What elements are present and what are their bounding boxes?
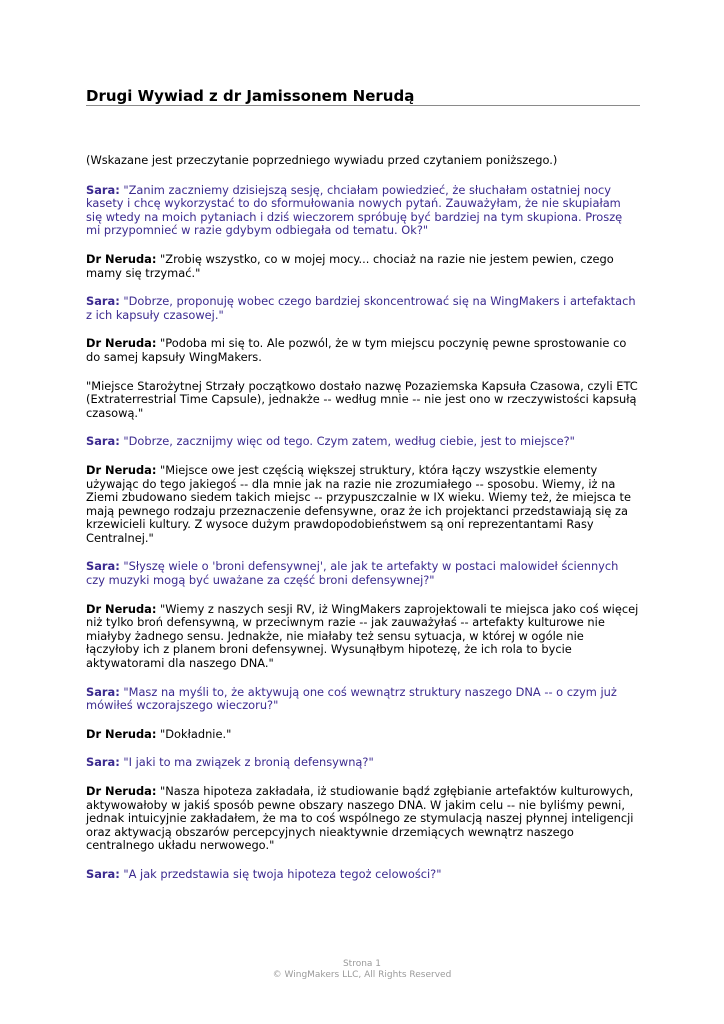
speaker-label: Dr Neruda: <box>86 726 157 741</box>
speaker-label: Sara: <box>86 559 120 574</box>
dialogue-paragraph <box>86 686 640 713</box>
speaker-label: Sara: <box>86 755 120 770</box>
dialogue-paragraph <box>86 337 640 364</box>
intro-note: (Wskazane jest przeczytanie poprzedniego wywiadu przed czytaniem poniższego.) <box>86 153 558 167</box>
title-divider <box>86 105 640 106</box>
speaker-label: Dr Neruda: <box>86 336 157 351</box>
dialogue-paragraph <box>86 560 640 587</box>
dialogue-paragraph <box>86 756 640 770</box>
dialogue-text: "Wiemy z naszych sesji RV, iż WingMakers zaprojektowali te miejsca jako coś więcej niż tylko broń defensywną, w przeciwnym razie -- jak zauważyłaś -- artefakty kulturowe nie miałyby żadnego sensu. Jednakże, nie miałaby też sensu sytuacja, w której w ogóle nie łączyłoby ich z planem broni defensywnej. Wysunąłbym hipotezę, że ich rola to bycie aktywatorami dla naszego DNA." <box>86 601 639 671</box>
dialogue-paragraph <box>86 295 640 322</box>
page-footer <box>0 959 724 981</box>
dialogue-paragraph <box>86 184 640 238</box>
speaker-label: Sara: <box>86 684 120 699</box>
speaker-label: Sara: <box>86 434 120 449</box>
speaker-label: Sara: <box>86 866 120 881</box>
document-title: Drugi Wywiad z dr Jamissonem Nerudą <box>86 87 415 105</box>
copyright-notice: © WingMakers LLC, All Rights Reserved <box>272 970 452 980</box>
document-body <box>86 154 640 897</box>
dialogue-text: "Dobrze, zacznijmy więc od tego. Czym zatem, według ciebie, jest to miejsce?" <box>119 434 575 449</box>
dialogue-text: "Miejsce Starożytnej Strzały początkowo dostało nazwę Pozaziemska Kapsuła Czasowa, czyli ETC (Extraterrestrial Time Capsule), jednakże -- według mnie -- nie jest ono w rzeczywistości kapsułą czasową." <box>86 378 638 420</box>
dialogue-paragraph <box>86 868 640 882</box>
dialogue-text: "Zrobię wszystko, co w mojej mocy... chociaż na razie nie jestem pewien, czego mamy się trzymać." <box>86 251 614 280</box>
speaker-label: Dr Neruda: <box>86 601 157 616</box>
dialogue-paragraph <box>86 785 640 853</box>
dialogue-text: "Miejsce owe jest częścią większej struktury, która łączy wszystkie elementy używając do tego jakiegoś -- dla mnie jak na razie nie zrozumiałego -- sposobu. Wiemy, iż na Ziemi zbudowano siedem takich miejsc -- przypuszczalnie w IX wieku. Wiemy też, że miejsca te mają pewnego rodzaju przeznaczenie defensywne, oraz że ich projektanci przedstawiają się za krzewicieli kultury. Z wysoce dużym prawdopodobieństwem są oni reprezentantami Rasy Centralnej." <box>86 462 632 545</box>
page-number: Strona 1 <box>342 959 382 969</box>
dialogue-paragraph <box>86 603 640 671</box>
dialogue-text: "Słyszę wiele o 'broni defensywnej', ale jak te artefakty w postaci malowideł ściennych czy muzyki mogą być uważane za część broni defensywnej?" <box>86 559 619 588</box>
dialogue-paragraph <box>86 464 640 546</box>
speaker-label: Sara: <box>86 294 120 309</box>
dialogue-text: "I jaki to ma związek z bronią defensywną?" <box>119 755 374 770</box>
dialogue-text: "Dokładnie." <box>156 726 232 741</box>
dialogue-text: "Dobrze, proponuję wobec czego bardziej skoncentrować się na WingMakers i artefaktach z ich kapsuły czasowej." <box>86 294 636 322</box>
dialogue-text: "Masz na myśli to, że aktywują one coś wewnątrz struktury naszego DNA -- o czym już mówiłeś wczorajszego wieczoru?" <box>86 684 617 713</box>
dialogue-text: "Zanim zaczniemy dzisiejszą sesję, chciałam powiedzieć, że słuchałam ostatniej nocy kasety i chcę wykorzystać to do sformułowania nowych pytań. Zauważyłam, że nie skupiałam się wtedy na moich pytaniach i dziś wieczorem spróbuję być bardziej na tym skupiona. Proszę mi przypomnieć w razie gdybym odbiegała od tematu. Ok?" <box>86 182 623 238</box>
dialogue-text: "A jak przedstawia się twoja hipoteza tegoż celowości?" <box>119 866 442 881</box>
dialogue-paragraph <box>86 253 640 280</box>
dialogue-paragraph <box>86 435 640 449</box>
speaker-label: Sara: <box>86 182 120 197</box>
speaker-label: Dr Neruda: <box>86 462 157 477</box>
speaker-label: Dr Neruda: <box>86 784 157 798</box>
dialogue-text: "Nasza hipoteza zakładała, iż studiowanie bądź zgłębianie artefaktów kulturowych, aktywowałoby w jakiś sposób pewne obszary naszego DNA. W jakim celu -- nie byliśmy pewni, jednak intuicyjnie zakładałem, że ma to coś wspólnego ze stymulacją naszej płynnej inteligencji oraz aktywacją obszarów percepcyjnych nieaktywnie drzemiących wewnątrz naszego centralnego układu nerwowego." <box>86 784 634 853</box>
speaker-label: Dr Neruda: <box>86 251 157 266</box>
dialogue-paragraph <box>86 728 640 742</box>
dialogue-paragraph <box>86 380 640 421</box>
dialogue-text: "Podoba mi się to. Ale pozwól, że w tym miejscu poczynię pewne sprostowanie co do samej kapsuły WingMakers. <box>86 336 627 364</box>
